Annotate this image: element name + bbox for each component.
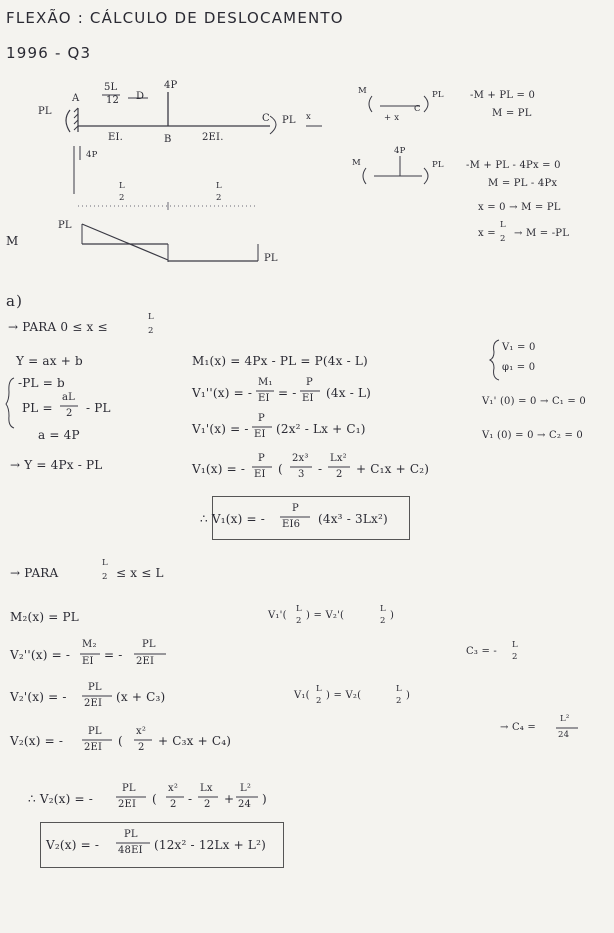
v2-post: + C₃x + C₄) (158, 734, 232, 748)
s2-eq4-den: 2 (500, 234, 506, 244)
boxed1-den: EI6 (282, 519, 301, 530)
c4-num: L² (560, 714, 570, 724)
c3-num: L (512, 640, 518, 650)
c4-pre: → C₄ = (500, 722, 536, 733)
v1pp-num2: P (306, 377, 313, 388)
half-num-2: L (216, 181, 222, 191)
s1-c: C (414, 104, 421, 114)
v1pp-den: EI (258, 393, 270, 404)
s2-pl: PL (432, 160, 444, 170)
v1-minus: - (318, 462, 323, 476)
system-line-2-pre: PL = (22, 401, 53, 415)
label-b: B (164, 134, 172, 145)
v1pp-pre: V₁''(x) = - (192, 386, 253, 400)
s1-m: M (358, 86, 367, 96)
range2-den: 2 (102, 572, 108, 582)
s2-eq3: x = 0 → M = PL (478, 202, 561, 213)
v2-paren: ( (118, 734, 123, 748)
label-c: C (262, 113, 270, 124)
stiffness-2ei: 2EI. (202, 132, 224, 143)
cont2-d1: 2 (316, 696, 322, 706)
s2-4p: 4P (394, 146, 406, 156)
v2pp-den: EI (82, 656, 94, 667)
s2-eq2: M = PL - 4Px (488, 178, 558, 189)
range2-num: L (102, 558, 108, 568)
cont1-n2: L (380, 604, 386, 614)
page-title: FLEXÃO : CÁLCULO DE DESLOCAMENTO (6, 9, 344, 27)
s2-eq4-pre: x = (478, 228, 496, 239)
s2-eq4-num: L (500, 220, 506, 230)
cont2-c: ) (406, 690, 411, 701)
v1p-pre: V₁'(x) = - (192, 422, 249, 436)
v2f-den: 2EI (118, 799, 137, 810)
boxed2-pre: V₂(x) = - (46, 838, 100, 852)
s2-m: M (352, 158, 361, 168)
v2pp-den2: 2EI (136, 656, 155, 667)
s2-eq4-post: → M = -PL (514, 228, 570, 239)
v2p-post: (x + C₃) (116, 690, 166, 704)
cont1-b: ) = V₂'( (306, 610, 345, 621)
v2f-c-den: 24 (238, 799, 252, 810)
v2f-num: PL (122, 783, 136, 794)
boxed1-num: P (292, 503, 299, 514)
v1p-den: EI (254, 429, 266, 440)
problem-reference: 1996 - Q3 (6, 44, 92, 62)
frac-5l-num: 5L (104, 82, 118, 93)
y-equation: Y = ax + b (16, 354, 83, 368)
v2p-num: PL (88, 682, 102, 693)
v1pp-den2: EI (302, 393, 314, 404)
range2-post: ≤ x ≤ L (116, 566, 164, 580)
v2f-x2-num: x² (168, 783, 179, 794)
range2-pre: → PARA (10, 566, 59, 580)
v1-b-num: Lx² (330, 453, 347, 464)
c3-den: 2 (512, 652, 518, 662)
v2-pre: V₂(x) = - (10, 734, 64, 748)
v1-num: P (258, 453, 265, 464)
load-4p-bottom: 4P (86, 150, 98, 160)
load-4p-top: 4P (164, 80, 178, 91)
label-a: A (72, 93, 80, 104)
v1pp-post: (4x - L) (326, 386, 372, 400)
v2f-plus: + (224, 792, 235, 806)
v2f-c-num: L² (240, 783, 252, 794)
bc-4: V₁ (0) = 0 → C₂ = 0 (482, 430, 583, 441)
bc-3: V₁' (0) = 0 → C₁ = 0 (482, 396, 586, 407)
cont2-d2: 2 (396, 696, 402, 706)
v2p-pre: V₂'(x) = - (10, 690, 67, 704)
bc-1: V₁ = 0 (502, 342, 536, 353)
v1-pre: V₁(x) = - (192, 462, 246, 476)
system-frac-num: aL (62, 392, 76, 403)
frac-5l-den: 12 (106, 95, 120, 106)
v2pp-pre: V₂''(x) = - (10, 648, 71, 662)
s1-eq1: -M + PL = 0 (470, 90, 536, 101)
cont1-a: V₁'( (268, 610, 287, 621)
boxed1-pre: ∴ V₁(x) = - (200, 512, 265, 526)
beam-pl-right: PL (282, 115, 296, 126)
v2pp-num2: PL (142, 639, 156, 650)
v2f-x2-den: 2 (170, 799, 177, 810)
cont2-a: V₁( (294, 690, 310, 701)
cont2-n2: L (396, 684, 402, 694)
s2-eq1: -M + PL - 4Px = 0 (466, 160, 561, 171)
v2f-close: ) (262, 792, 267, 806)
v1pp-num: M₁ (258, 377, 273, 388)
v1-a-num: 2x³ (292, 453, 309, 464)
v1-b-den: 2 (336, 469, 343, 480)
system-line-1: -PL = b (18, 376, 65, 390)
cont1-c: ) (390, 610, 395, 621)
v2f-paren: ( (152, 792, 157, 806)
s1-x: + x (384, 113, 400, 123)
v2f-lx-num: Lx (200, 783, 213, 794)
v2-den: 2EI (84, 742, 103, 753)
cont2-n1: L (316, 684, 322, 694)
system-frac-den: 2 (66, 408, 73, 419)
cont2-b: ) = V₂( (326, 690, 362, 701)
boxed2-den: 48EI (118, 845, 143, 856)
range1-label: → PARA 0 ≤ x ≤ (8, 320, 108, 334)
v2-x2-num: x² (136, 726, 147, 737)
v1-a-den: 3 (298, 469, 305, 480)
range1-den: 2 (148, 326, 154, 336)
md-pl-top: PL (58, 220, 72, 231)
boxed2-num: PL (124, 829, 138, 840)
v2f-minus: - (188, 792, 193, 806)
half-den-1: 2 (119, 193, 125, 203)
s1-eq2: M = PL (492, 108, 532, 119)
cont1-d1: 2 (296, 616, 302, 626)
v1-paren: ( (278, 462, 283, 476)
v1pp-mid: = - (278, 386, 297, 400)
v2p-den: 2EI (84, 698, 103, 709)
s1-pl: PL (432, 90, 444, 100)
m2-equation: M₂(x) = PL (10, 610, 79, 624)
stiffness-ei: EI. (108, 132, 124, 143)
v1p-num: P (258, 413, 265, 424)
v2-x2-den: 2 (138, 742, 145, 753)
half-num-1: L (119, 181, 125, 191)
v2-num: PL (88, 726, 102, 737)
cont1-d2: 2 (380, 616, 386, 626)
md-pl-right: PL (264, 253, 278, 264)
boxed1-post: (4x³ - 3Lx²) (318, 512, 388, 526)
x-axis-label: x (306, 112, 311, 122)
c3-pre: C₃ = - (466, 646, 497, 657)
v2f-lx-den: 2 (204, 799, 211, 810)
beam-pl-left: PL (38, 106, 52, 117)
bc-2: φ₁ = 0 (502, 362, 536, 373)
range1-num: L (148, 312, 154, 322)
md-m-label: M (6, 234, 19, 248)
cont1-n1: L (296, 604, 302, 614)
y-result: → Y = 4Px - PL (10, 458, 103, 472)
label-d: D (136, 91, 145, 102)
v2f-pre: ∴ V₂(x) = - (28, 792, 93, 806)
m1-equation: M₁(x) = 4Px - PL = P(4x - L) (192, 354, 368, 368)
v2pp-num: M₂ (82, 639, 97, 650)
v1-den: EI (254, 469, 266, 480)
boxed2-post: (12x² - 12Lx + L²) (154, 838, 266, 852)
c4-den: 24 (558, 730, 570, 740)
system-line-2-post: - PL (86, 401, 111, 415)
v2pp-mid: = - (104, 648, 123, 662)
half-den-2: 2 (216, 193, 222, 203)
a-value: a = 4P (38, 428, 80, 442)
v1-post: + C₁x + C₂) (356, 462, 430, 476)
part-a-label: a) (6, 292, 24, 310)
v1p-post: (2x² - Lx + C₁) (276, 422, 366, 436)
